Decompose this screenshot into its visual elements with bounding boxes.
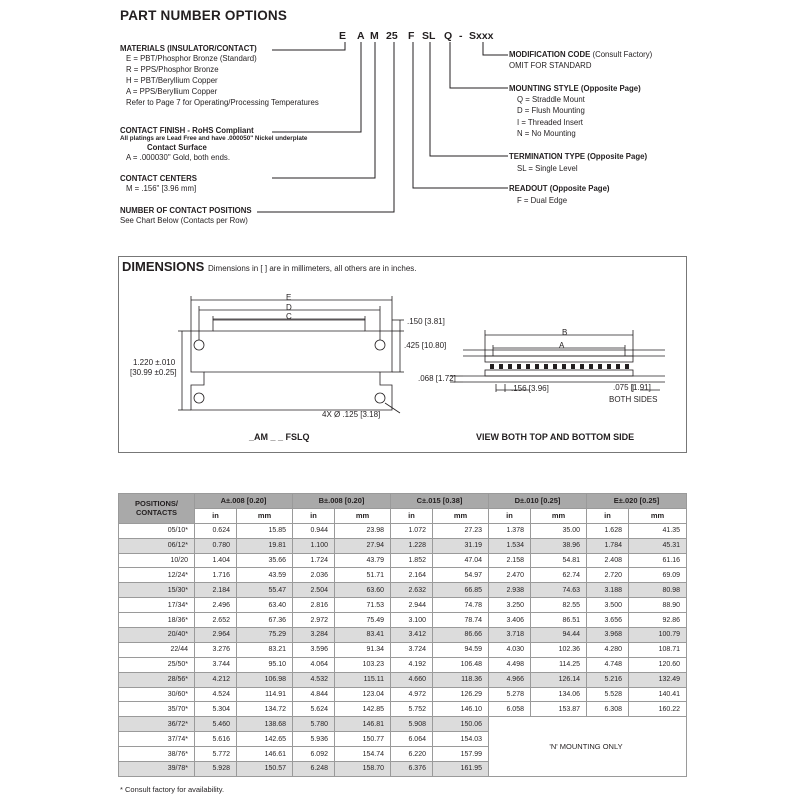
value-cell: 82.55	[531, 598, 587, 613]
value-cell: 2.944	[391, 598, 433, 613]
positions-cell: 12/24*	[119, 568, 195, 583]
mounting-option-n: N = No Mounting	[517, 129, 576, 138]
value-cell: 78.74	[433, 613, 489, 628]
value-cell: 118.36	[433, 672, 489, 687]
value-cell: 3.284	[293, 628, 335, 643]
value-cell: 45.31	[629, 538, 687, 553]
value-cell: 86.51	[531, 613, 587, 628]
value-cell: 5.780	[293, 717, 335, 732]
dim-holes-label: 4X Ø .125 [3.18]	[322, 410, 381, 419]
table-row	[119, 642, 687, 657]
connector-outline-left-view	[191, 320, 392, 410]
dimensions-subtitle: Dimensions in [ ] are in millimeters, all others are in inches.	[207, 264, 417, 273]
value-cell: 6.092	[293, 747, 335, 762]
value-cell: 3.406	[489, 613, 531, 628]
value-cell: 114.91	[237, 687, 293, 702]
unit-in: in	[489, 508, 531, 523]
value-cell: 3.744	[195, 657, 237, 672]
value-cell: 1.404	[195, 553, 237, 568]
unit-mm: mm	[531, 508, 587, 523]
value-cell: 80.98	[629, 583, 687, 598]
value-cell: 3.596	[293, 642, 335, 657]
positions-cell: 05/10*	[119, 523, 195, 538]
value-cell: 86.66	[433, 628, 489, 643]
modification-heading-note: (Consult Factory)	[592, 50, 653, 59]
positions-cell: 20/40*	[119, 628, 195, 643]
value-cell: 3.718	[489, 628, 531, 643]
value-cell: 2.496	[195, 598, 237, 613]
value-cell: 27.94	[335, 538, 391, 553]
value-cell: 5.908	[391, 717, 433, 732]
value-cell: 3.250	[489, 598, 531, 613]
mount-hole-bottom-right	[375, 393, 385, 403]
pn-positions: 25	[386, 30, 398, 42]
value-cell: 1.852	[391, 553, 433, 568]
termination-option: SL = Single Level	[517, 164, 578, 173]
value-cell: 154.74	[335, 747, 391, 762]
mounting-option-d: D = Flush Mounting	[517, 106, 585, 115]
value-cell: 3.100	[391, 613, 433, 628]
table-row	[119, 598, 687, 613]
dim-1220-label: 1.220 ±.010	[133, 358, 176, 367]
value-cell: 2.504	[293, 583, 335, 598]
table-row	[119, 523, 687, 538]
value-cell: 5.928	[195, 762, 237, 777]
value-cell: 61.16	[629, 553, 687, 568]
positions-cell: 22/44	[119, 642, 195, 657]
table-row	[119, 672, 687, 687]
pn-termination: SL	[422, 30, 436, 42]
value-cell: 5.616	[195, 732, 237, 747]
unit-in: in	[391, 508, 433, 523]
header-c: C±.015 [0.38]	[391, 494, 489, 509]
edge-strip-top	[485, 356, 633, 362]
value-cell: 158.70	[335, 762, 391, 777]
value-cell: 138.68	[237, 717, 293, 732]
materials-note: Refer to Page 7 for Operating/Processing Temperatures	[126, 98, 319, 107]
value-cell: 5.936	[293, 732, 335, 747]
finish-heading: CONTACT FINISH - RoHS Compliant	[120, 126, 254, 135]
readout-option: F = Dual Edge	[517, 196, 568, 205]
value-cell: 4.030	[489, 642, 531, 657]
value-cell: 54.97	[433, 568, 489, 583]
value-cell: 2.938	[489, 583, 531, 598]
positions-heading: NUMBER OF CONTACT POSITIONS	[120, 206, 252, 215]
unit-mm: mm	[433, 508, 489, 523]
value-cell: 41.35	[629, 523, 687, 538]
value-cell: 150.77	[335, 732, 391, 747]
unit-mm: mm	[335, 508, 391, 523]
value-cell: 146.81	[335, 717, 391, 732]
value-cell: 4.972	[391, 687, 433, 702]
modification-option: OMIT FOR STANDARD	[509, 61, 592, 70]
value-cell: 150.06	[433, 717, 489, 732]
table-row	[119, 568, 687, 583]
value-cell: 4.212	[195, 672, 237, 687]
value-cell: 31.19	[433, 538, 489, 553]
materials-option-a: A = PPS/Beryllium Copper	[126, 87, 218, 96]
dim-425-label: .425 [10.80]	[404, 341, 447, 350]
positions-cell: 17/34*	[119, 598, 195, 613]
value-cell: 153.87	[531, 702, 587, 717]
value-cell: 88.90	[629, 598, 687, 613]
mount-hole-top-right	[375, 340, 385, 350]
table-row	[119, 583, 687, 598]
value-cell: 1.724	[293, 553, 335, 568]
value-cell: 103.23	[335, 657, 391, 672]
value-cell: 4.844	[293, 687, 335, 702]
table-row	[119, 687, 687, 702]
value-cell: 6.308	[587, 702, 629, 717]
positions-cell: 25/50*	[119, 657, 195, 672]
centers-option: M = .156" [3.96 mm]	[126, 184, 197, 193]
value-cell: 15.85	[237, 523, 293, 538]
value-cell: 106.48	[433, 657, 489, 672]
dimensions-table	[118, 493, 687, 777]
value-cell: 5.304	[195, 702, 237, 717]
value-cell: 35.66	[237, 553, 293, 568]
n-mounting-note: 'N' MOUNTING ONLY	[489, 717, 687, 777]
value-cell: 102.36	[531, 642, 587, 657]
value-cell: 19.81	[237, 538, 293, 553]
value-cell: 2.964	[195, 628, 237, 643]
value-cell: 83.41	[335, 628, 391, 643]
mount-hole-top-left	[194, 340, 204, 350]
value-cell: 120.60	[629, 657, 687, 672]
value-cell: 2.816	[293, 598, 335, 613]
value-cell: 94.44	[531, 628, 587, 643]
value-cell: 6.064	[391, 732, 433, 747]
dim-150-label: .150 [3.81]	[407, 317, 445, 326]
header-b: B±.008 [0.20]	[293, 494, 391, 509]
positions-cell: 38/76*	[119, 747, 195, 762]
value-cell: 5.460	[195, 717, 237, 732]
positions-cell: 18/36*	[119, 613, 195, 628]
value-cell: 2.720	[587, 568, 629, 583]
contact-pads	[490, 364, 629, 369]
page-title: PART NUMBER OPTIONS	[120, 8, 288, 23]
value-cell: 142.85	[335, 702, 391, 717]
value-cell: 1.716	[195, 568, 237, 583]
value-cell: 2.408	[587, 553, 629, 568]
value-cell: 1.100	[293, 538, 335, 553]
positions-note: See Chart Below (Contacts per Row)	[120, 216, 248, 225]
value-cell: 0.780	[195, 538, 237, 553]
value-cell: 114.25	[531, 657, 587, 672]
header-a: A±.008 [0.20]	[195, 494, 293, 509]
footnote: * Consult factory for availability.	[120, 785, 225, 794]
value-cell: 5.772	[195, 747, 237, 762]
value-cell: 3.412	[391, 628, 433, 643]
value-cell: 67.36	[237, 613, 293, 628]
value-cell: 95.10	[237, 657, 293, 672]
table-row	[119, 613, 687, 628]
value-cell: 43.79	[335, 553, 391, 568]
value-cell: 140.41	[629, 687, 687, 702]
value-cell: 1.628	[587, 523, 629, 538]
dim-156-label: .156 [3.96]	[511, 384, 549, 393]
value-cell: 5.278	[489, 687, 531, 702]
table-row	[119, 628, 687, 643]
header-d: D±.010 [0.25]	[489, 494, 587, 509]
value-cell: 35.00	[531, 523, 587, 538]
value-cell: 4.192	[391, 657, 433, 672]
table-row	[119, 553, 687, 568]
materials-option-h: H = PBT/Beryllium Copper	[126, 76, 218, 85]
value-cell: 3.276	[195, 642, 237, 657]
dim-068-label: .068 [1.72]	[418, 374, 456, 383]
value-cell: 63.40	[237, 598, 293, 613]
termination-heading: TERMINATION TYPE (Opposite Page)	[509, 152, 648, 161]
value-cell: 146.10	[433, 702, 489, 717]
mount-hole-bottom-left	[194, 393, 204, 403]
value-cell: 1.228	[391, 538, 433, 553]
value-cell: 55.47	[237, 583, 293, 598]
value-cell: 4.280	[587, 642, 629, 657]
unit-mm: mm	[237, 508, 293, 523]
value-cell: 126.14	[531, 672, 587, 687]
unit-in: in	[195, 508, 237, 523]
table-row	[119, 657, 687, 672]
positions-cell: 35/70*	[119, 702, 195, 717]
value-cell: 74.78	[433, 598, 489, 613]
centers-heading: CONTACT CENTERS	[120, 174, 197, 183]
pn-readout: F	[408, 30, 415, 42]
value-cell: 4.966	[489, 672, 531, 687]
positions-cell: 37/74*	[119, 732, 195, 747]
table-row	[119, 538, 687, 553]
positions-cell: 28/56*	[119, 672, 195, 687]
value-cell: 3.656	[587, 613, 629, 628]
unit-mm: mm	[629, 508, 687, 523]
readout-heading: READOUT (Opposite Page)	[509, 184, 610, 193]
pn-centers: M	[370, 30, 379, 42]
value-cell: 2.652	[195, 613, 237, 628]
dimensions-title: DIMENSIONS	[122, 259, 205, 274]
value-cell: 63.60	[335, 583, 391, 598]
modification-heading: MODIFICATION CODE	[509, 50, 591, 59]
finish-option: A = .000030" Gold, both ends.	[126, 153, 230, 162]
value-cell: 0.624	[195, 523, 237, 538]
value-cell: 134.06	[531, 687, 587, 702]
value-cell: 4.524	[195, 687, 237, 702]
right-view-caption: VIEW BOTH TOP AND BOTTOM SIDE	[476, 432, 635, 442]
value-cell: 4.660	[391, 672, 433, 687]
dim-1220mm-label: [30.99 ±0.25]	[130, 368, 177, 377]
unit-in: in	[587, 508, 629, 523]
positions-cell: 30/60*	[119, 687, 195, 702]
value-cell: 161.95	[433, 762, 489, 777]
value-cell: 91.34	[335, 642, 391, 657]
value-cell: 4.532	[293, 672, 335, 687]
value-cell: 1.784	[587, 538, 629, 553]
value-cell: 54.81	[531, 553, 587, 568]
value-cell: 71.53	[335, 598, 391, 613]
positions-cell: 39/78*	[119, 762, 195, 777]
value-cell: 3.500	[587, 598, 629, 613]
value-cell: 6.058	[489, 702, 531, 717]
value-cell: 108.71	[629, 642, 687, 657]
dim-c-label: C	[286, 312, 292, 321]
materials-heading: MATERIALS (INSULATOR/CONTACT)	[120, 44, 257, 53]
value-cell: 6.376	[391, 762, 433, 777]
header-positions: POSITIONS/ CONTACTS	[119, 494, 195, 524]
value-cell: 2.184	[195, 583, 237, 598]
value-cell: 27.23	[433, 523, 489, 538]
value-cell: 2.036	[293, 568, 335, 583]
value-cell: 160.22	[629, 702, 687, 717]
dim-both-sides-label: BOTH SIDES	[609, 395, 658, 404]
table-row	[119, 717, 687, 732]
value-cell: 2.632	[391, 583, 433, 598]
finish-note: All platings are Lead Free and have .000050" Nickel underplate	[120, 135, 308, 142]
value-cell: 6.220	[391, 747, 433, 762]
value-cell: 62.74	[531, 568, 587, 583]
value-cell: 5.624	[293, 702, 335, 717]
left-view-caption: _AM _ _ FSLQ	[249, 432, 310, 442]
value-cell: 132.49	[629, 672, 687, 687]
pn-materials: E	[339, 30, 347, 42]
value-cell: 0.944	[293, 523, 335, 538]
finish-surface-heading: Contact Surface	[147, 143, 207, 152]
value-cell: 1.072	[391, 523, 433, 538]
value-cell: 1.378	[489, 523, 531, 538]
mounting-option-q: Q = Straddle Mount	[517, 95, 585, 104]
dim-a-label: A	[559, 341, 565, 350]
value-cell: 75.49	[335, 613, 391, 628]
value-cell: 4.498	[489, 657, 531, 672]
dim-075-label: .075 [1.91]	[613, 383, 651, 392]
positions-cell: 36/72*	[119, 717, 195, 732]
value-cell: 51.71	[335, 568, 391, 583]
value-cell: 66.85	[433, 583, 489, 598]
value-cell: 142.65	[237, 732, 293, 747]
value-cell: 157.99	[433, 747, 489, 762]
value-cell: 123.04	[335, 687, 391, 702]
positions-cell: 15/30*	[119, 583, 195, 598]
pn-dash: -	[459, 30, 463, 42]
value-cell: 75.29	[237, 628, 293, 643]
value-cell: 43.59	[237, 568, 293, 583]
value-cell: 92.86	[629, 613, 687, 628]
pn-mounting: Q	[444, 30, 453, 42]
mounting-heading: MOUNTING STYLE (Opposite Page)	[509, 84, 641, 93]
value-cell: 106.98	[237, 672, 293, 687]
positions-cell: 10/20	[119, 553, 195, 568]
value-cell: 5.528	[587, 687, 629, 702]
value-cell: 47.04	[433, 553, 489, 568]
positions-cell: 06/12*	[119, 538, 195, 553]
dim-e-label: E	[286, 293, 292, 302]
value-cell: 3.188	[587, 583, 629, 598]
value-cell: 126.29	[433, 687, 489, 702]
value-cell: 4.748	[587, 657, 629, 672]
value-cell: 100.79	[629, 628, 687, 643]
dim-b-label: B	[562, 328, 568, 337]
value-cell: 6.248	[293, 762, 335, 777]
table-row	[119, 702, 687, 717]
value-cell: 5.752	[391, 702, 433, 717]
value-cell: 3.724	[391, 642, 433, 657]
mounting-option-i: I = Threaded Insert	[517, 118, 583, 127]
value-cell: 150.57	[237, 762, 293, 777]
value-cell: 115.11	[335, 672, 391, 687]
materials-option-r: R = PPS/Phosphor Bronze	[126, 65, 219, 74]
value-cell: 2.470	[489, 568, 531, 583]
edge-strip-bottom	[485, 370, 633, 376]
value-cell: 23.98	[335, 523, 391, 538]
value-cell: 5.216	[587, 672, 629, 687]
materials-option-e: E = PBT/Phosphor Bronze (Standard)	[126, 54, 257, 63]
value-cell: 4.064	[293, 657, 335, 672]
value-cell: 2.164	[391, 568, 433, 583]
value-cell: 83.21	[237, 642, 293, 657]
value-cell: 1.534	[489, 538, 531, 553]
value-cell: 2.158	[489, 553, 531, 568]
value-cell: 2.972	[293, 613, 335, 628]
header-e: E±.020 [0.25]	[587, 494, 687, 509]
value-cell: 134.72	[237, 702, 293, 717]
value-cell: 154.03	[433, 732, 489, 747]
value-cell: 146.61	[237, 747, 293, 762]
value-cell: 69.09	[629, 568, 687, 583]
unit-in: in	[293, 508, 335, 523]
pn-finish: A	[357, 30, 365, 42]
value-cell: 3.968	[587, 628, 629, 643]
dim-d-label: D	[286, 303, 292, 312]
pn-modification: Sxxx	[469, 30, 494, 42]
value-cell: 74.63	[531, 583, 587, 598]
value-cell: 94.59	[433, 642, 489, 657]
value-cell: 38.96	[531, 538, 587, 553]
